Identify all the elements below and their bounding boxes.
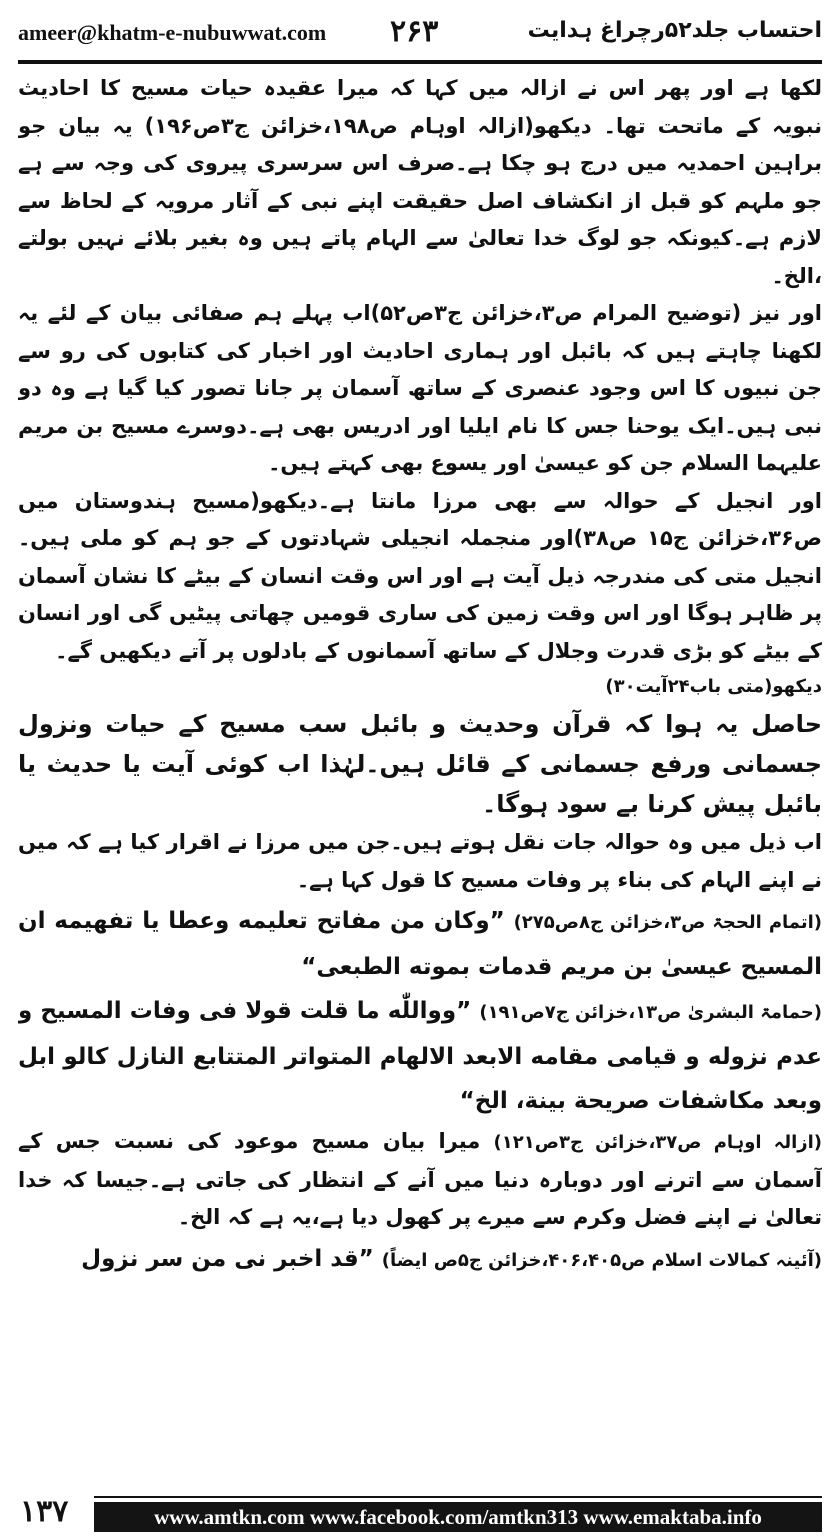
header-email: ameer@khatm-e-nubuwwat.com: [18, 20, 327, 45]
page-footer: [18, 1494, 822, 1534]
paragraph-5: اب ذیل میں وہ حوالہ جات نقل ہوتے ہیں۔جن میں مرزا نے اقرار کیا ہے کہ میں نے اپنے الہام کی بناء پر وفات مسیح کا قول کہا ہے۔: [18, 830, 822, 892]
footer-rule: [94, 1496, 822, 1498]
quote-3-citation: (ازالہ اوہام ص۳۷،خزائن ج۳ص۱۲۱): [493, 1132, 822, 1153]
header-rule: [18, 60, 822, 64]
quote-1: [18, 899, 822, 989]
quote-4-citation: (آئینہ کمالات اسلام ص۴۰۶،۴۰۵،خزائن ج۵ص ایضاً): [381, 1249, 822, 1271]
quote-1-citation: (اتمام الحجۃ ص۳،خزائن ج۸ص۲۷۵): [513, 912, 822, 933]
footer-urls: www.amtkn.com www.facebook.com/amtkn313 www.emaktaba.info: [154, 1505, 762, 1529]
quote-3: [18, 1123, 822, 1237]
quote-2-citation: (حمامۃ البشریٰ ص۱۳،خزائن ج۷ص۱۹۱): [479, 1002, 822, 1023]
quote-2-text: ”وواللّٰه ما قلت قولا فی وفات المسیح و عدم نزوله و قیامی مقامه الابعد الالهام المتواتر المتتابع النازل کالو ابل وبعد مکاشفات صریحة بینة، الخ“: [18, 998, 822, 1114]
paragraph-3-citation: دیکھو(متی باب۲۴آیت۳۰): [605, 676, 822, 697]
header-page-number: ۲۶۳: [390, 14, 439, 49]
paragraph-3: اور انجیل کے حوالہ سے بھی مرزا مانتا ہے۔دیکھو(مسیح ہندوستان میں ص۳۶،خزائن ج۱۵ ص۳۸)اور منجملہ انجیلی شہادتوں کے جو ہم کو ملی ہیں۔انجیل متی کی مندرجہ ذیل آیت ہے اور اس وقت انسان کے بیٹے کا نشان آسمان پر ظاہر ہوگا اور اس وقت زمین کی ساری قومیں چھاتی پیٹیں گی اور انسان کے بیٹے کو بڑی قدرت وجلال کے ساتھ آسمانوں کے بادلوں پر آتے دیکھیں گے۔: [18, 488, 822, 663]
document-body: [18, 70, 822, 1490]
quote-2: [18, 989, 822, 1123]
quote-3-text: میرا بیان مسیح موعود کی نسبت جس کے آسمان سے اترنے اور دوبارہ دنیا میں آنے کے انتظار کی جاتی ہے۔جیسا کہ خدا تعالیٰ نے اپنے فضل وکرم سے میرے پر کھول دیا ہے،یہ ہے کہ الخ۔: [18, 1129, 822, 1229]
header-title: احتساب جلد۵۲رچراغ ہدایت: [527, 18, 822, 43]
page-header: [18, 14, 822, 56]
footer-page-number: ۱۳۷: [20, 1494, 69, 1529]
paragraph-1: لکھا ہے اور پھر اس نے ازالہ میں کہا کہ میرا عقیدہ حیات مسیح کا احادیث نبویہ کے ماتحت تھا۔ دیکھو(ازالہ اوہام ص۱۹۸،خزائن ج۳ص۱۹۶) یہ بیان جو براہین احمدیہ میں درج ہو چکا ہے۔صرف اس سرسری پیروی کی وجہ سے ہے جو ملہم کو قبل از انکشاف اصل حقیقت اپنے نبی کے آثار مرویہ کے لحاظ سے لازم ہے۔کیونکہ جو لوگ خدا تعالیٰ سے الہام پاتے ہیں وہ بغیر بلائے نہیں بولتے ،الخ۔: [18, 76, 822, 288]
paragraph-4: حاصل یہ ہوا کہ قرآن وحدیث و بائبل سب مسیح کے حیات ونزول جسمانی ورفع جسمانی کے قائل ہیں۔لہٰذا اب کوئی آیت یا حدیث یا بائبل پیش کرنا بے سود ہوگا۔: [18, 710, 822, 818]
quote-4: [18, 1237, 822, 1283]
paragraph-2: اور نیز (توضیح المرام ص۳،خزائن ج۳ص۵۲)اب پہلے ہم صفائی بیان کے لئے یہ لکھنا چاہتے ہیں کہ بائبل اور ہماری احادیث اور اخبار کی کتابوں کی رو سے جن نبیوں کا اس وجود عنصری کے ساتھ آسمان پر جانا تصور کیا گیا ہے وہ دو نبی ہیں۔ایک یوحنا جس کا نام ایلیا اور ادریس بھی ہے۔دوسرے مسیح بن مریم علیہما السلام جن کو عیسیٰ اور یسوع بھی کہتے ہیں۔: [18, 301, 822, 475]
quote-1-text: ”وکان من مفاتح تعلیمه وعطا یا تفهیمه ان المسیح عیسیٰ بن مریم قدمات بموته الطبعی“: [18, 908, 822, 980]
footer-url-bar: [94, 1502, 822, 1532]
quote-4-text: ”قد اخبر نی من سر نزول: [81, 1245, 374, 1272]
